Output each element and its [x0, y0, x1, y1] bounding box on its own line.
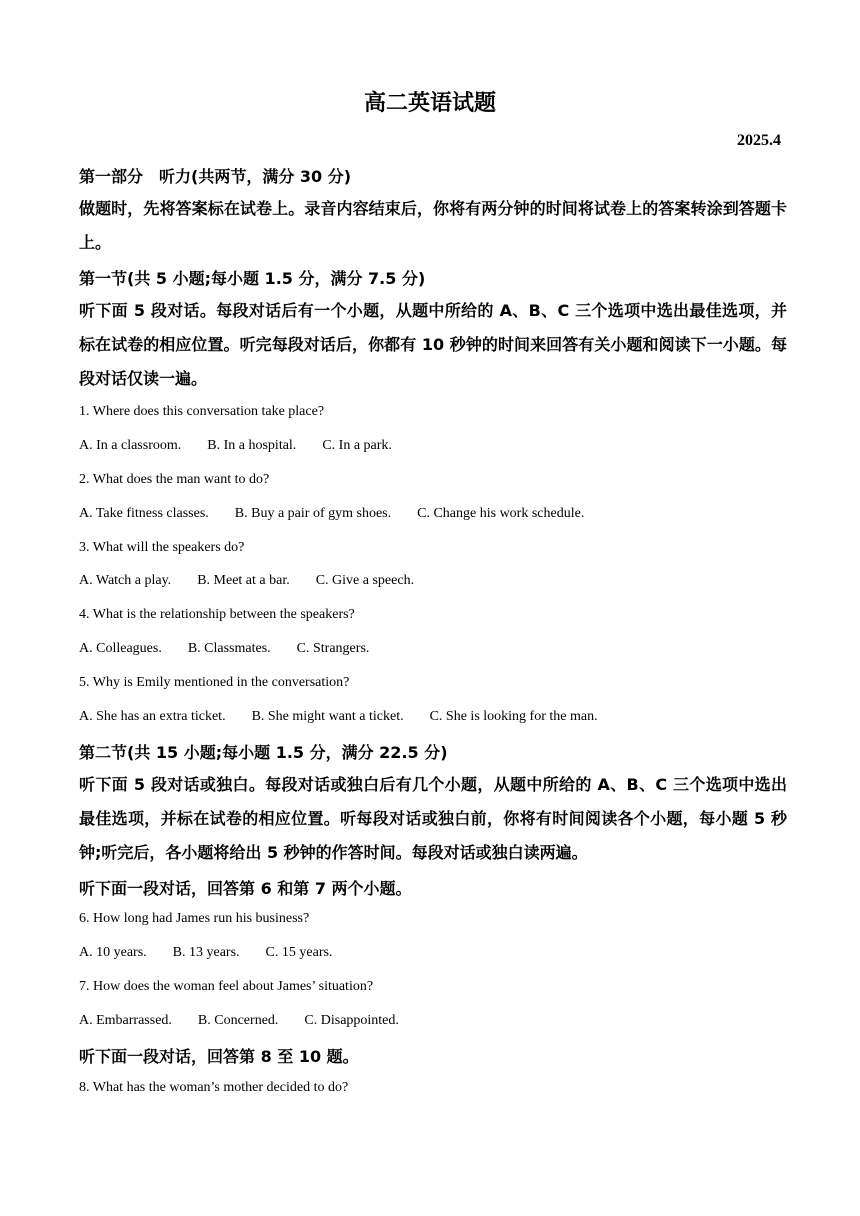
option-b: B. Concerned. — [197, 1013, 279, 1028]
group-2-prompt: 听下面一段对话，回答第 8 至 10 题。 — [79, 1047, 359, 1066]
option-a: A. In a classroom. — [79, 438, 182, 453]
question-2: 2. What does the man want to do? — [79, 472, 270, 487]
part1-intro: 做题时，先将答案标在试卷上。录音内容结束后，你将有两分钟的时间将试卷上的答案转涂到答题卡上。 — [79, 199, 787, 252]
option-c: C. 15 years. — [265, 945, 333, 960]
question-4: 4. What is the relationship between the speakers? — [79, 607, 355, 622]
option-b: B. 13 years. — [172, 945, 240, 960]
section2-heading: 第二节(共 15 小题;每小题 1.5 分，满分 22.5 分) — [79, 743, 448, 762]
option-c: C. Strangers. — [296, 641, 370, 656]
question-1-options — [79, 438, 418, 454]
question-2-options — [79, 506, 610, 522]
option-a: A. She has an extra ticket. — [79, 709, 226, 724]
option-a: A. Embarrassed. — [79, 1013, 172, 1028]
page-title: 高二英语试题 — [363, 90, 496, 116]
option-c: C. Change his work schedule. — [417, 506, 585, 521]
option-c: C. Give a speech. — [315, 573, 415, 588]
option-c: C. She is looking for the man. — [429, 709, 598, 724]
question-3-options — [79, 573, 440, 589]
question-8: 8. What has the woman’s mother decided to do? — [79, 1080, 349, 1095]
option-a: A. Watch a play. — [79, 573, 172, 588]
section1-instructions: 听下面 5 段对话。每段对话后有一个小题，从题中所给的 A、B、C 三个选项中选出最佳选项，并标在试卷的相应位置。听完每段对话后，你都有 10 秒钟的时间来回答有关小题和阅读下一小题。每段对话仅读一遍。 — [79, 301, 787, 388]
question-6: 6. How long had James run his business? — [79, 911, 310, 926]
question-7: 7. How does the woman feel about James’ situation? — [79, 979, 374, 994]
group-1-prompt: 听下面一段对话，回答第 6 和第 7 两个小题。 — [79, 879, 412, 898]
option-c: C. In a park. — [322, 438, 392, 453]
option-b: B. Buy a pair of gym shoes. — [234, 506, 392, 521]
question-5: 5. Why is Emily mentioned in the conversation? — [79, 675, 350, 690]
question-4-options — [79, 641, 395, 657]
section1-heading: 第一节(共 5 小题;每小题 1.5 分，满分 7.5 分) — [79, 269, 426, 288]
question-6-options — [79, 945, 358, 961]
option-b: B. She might want a ticket. — [251, 709, 404, 724]
option-c: C. Disappointed. — [304, 1013, 399, 1028]
option-b: B. Classmates. — [187, 641, 271, 656]
section2-instructions: 听下面 5 段对话或独白。每段对话或独白后有几个小题，从题中所给的 A、B、C 三个选项中选出最佳选项，并标在试卷的相应位置。听每段对话或独白前，你将有时间阅读各个小题，每小题 5 秒钟;听完后，各小题将给出 5 秒钟的作答时间。每段对话或独白读两遍。 — [79, 775, 787, 862]
option-a: A. 10 years. — [79, 945, 147, 960]
option-b: B. Meet at a bar. — [197, 573, 290, 588]
question-7-options — [79, 1013, 425, 1029]
question-3: 3. What will the speakers do? — [79, 540, 245, 555]
option-b: B. In a hospital. — [207, 438, 297, 453]
option-a: A. Colleagues. — [79, 641, 162, 656]
question-5-options — [79, 709, 624, 725]
exam-date: 2025.4 — [737, 132, 781, 149]
part1-heading: 第一部分 听力(共两节，满分 30 分) — [79, 167, 352, 186]
option-a: A. Take fitness classes. — [79, 506, 209, 521]
question-1: 1. Where does this conversation take place? — [79, 404, 325, 419]
